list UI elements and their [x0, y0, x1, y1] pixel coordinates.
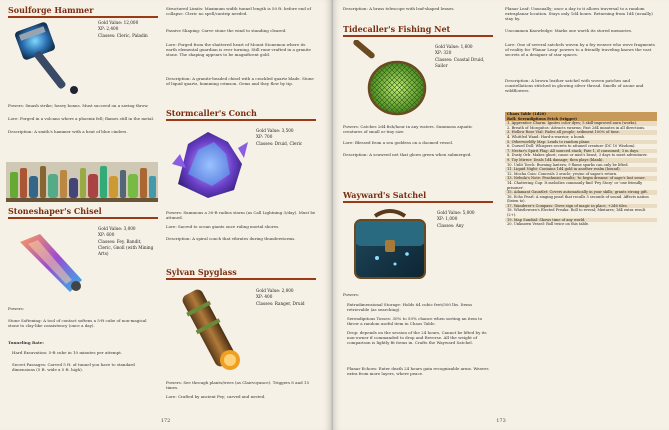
satchel-illustration [347, 206, 433, 286]
conch-lore: Lore: Sacred to ocean giants once ruling mortal shores. [166, 224, 280, 229]
page-number-left: 172 [160, 418, 171, 424]
title-rule [343, 35, 493, 37]
table-row: 1. Apprentice Charm: Ignites color dyes; 5 skill-improved aura (works). [505, 121, 657, 126]
chisel-illustration [10, 222, 90, 302]
spyglass-lore: Lore: Crafted by ancient Fey; carved and nested. [166, 394, 266, 399]
spyglass-powers: Powers: See through plants/trees (as Clairvoyance). Triggers 8 and 15 times. [166, 380, 310, 390]
table-row: 2. Breath of Mosquitos: Attracts swarms; Fast 2d4 minutes in all directions. [505, 126, 657, 131]
table-row: 13. Nebula's Note: Peachmist results; 'to begin dreams' of sage's last sense. [505, 176, 657, 181]
stat-xp: XP: 2,400 [98, 26, 119, 31]
table-row: 14. Chattering Cup: It melodies commonly find 'Fey Story' or 'one friendly prisoner'. [505, 181, 657, 190]
stat-gold: Gold Value: 3,000 [98, 226, 136, 231]
left-page [0, 0, 332, 430]
title-rule [166, 278, 316, 280]
satchel-bullet-2: Serendipitous Tosses: 30% to 50% chance when sorting an item to throw a random useful item in Chaos Table. [347, 316, 483, 326]
planar-leaf: Planar Leaf: Unusually; once a day to it allows traversal to a random extraplanar location. Stays only 1d4 hours. Returning from 1d4 (usually) stay by. [505, 6, 653, 21]
stone-softening: Stone Softening: A tool of contact softens a 5-ft cube of non-magical stone to clay-like consistency (once a day). [8, 318, 147, 328]
title-rule [8, 16, 158, 18]
stat-gold: Gold Value: 2,000 [256, 288, 294, 293]
tunnel-bullet-1: Hard Excavation: 5-ft cube in 10 minutes per attempt. [12, 350, 123, 355]
table-row: 18. Whistleworn's Elected Freaks: Roll to reveal; Mixtures; 1d4 extra result (2+). [505, 208, 657, 217]
title-rule [166, 119, 316, 121]
potion-shelf-illustration [6, 162, 158, 202]
table-row: 15. Adamant Gauntlet: Covers automatically in your skills; grants strong gift. [505, 190, 657, 195]
item-lore: Lore: Forged in a volcano where a phoenix fell; flames still in the metal. [8, 116, 155, 121]
table-row: 10. Unlit Torch: Burning lantern; 9 flame sparks can only be lifted. [505, 163, 657, 168]
stat-xp: XP: 320 [435, 50, 452, 55]
stat-gold: Gold Value: 3,500 [256, 128, 294, 133]
table-row: 16. Echo Pearl: A singing pearl that recalls 5 seconds of sound. Affects nation (listen to). [505, 195, 657, 204]
uncommon-knowledge: Uncommon Knowledge: Marks one worth its stored memories. [505, 28, 633, 33]
stat-xp: XP: 600 [98, 232, 115, 237]
net-lore: Lore: Blessed from a sea goddess on a doomed vessel. [343, 140, 454, 145]
tunneling-heading: Tunneling Rate: [8, 340, 44, 345]
table-row: 6. Cursed Doll: Whispers secrets to attuned creature (DC 10 Wisdom). [505, 144, 657, 149]
satchel-description: Description: A brown leather satchel with woven patches and constellations stitched in glowing silver thread. Smells of ozone and wildflowers. [505, 78, 644, 93]
structured-limits: Structured Limits: Maximum width tunnel length is 50 ft. before end of collapse. Cleric no spell/cantrip needed. [166, 6, 311, 16]
item-title-satchel: Wayward's Satchel [343, 190, 427, 200]
stat-gold: Gold Value: 5,000 [437, 210, 475, 215]
stat-classes: Classes: Cleric, Paladin [98, 33, 148, 38]
chisel-lore: Lore: Forged from the shattered heart of Mount Stonemon where its earth elemental guardian is ever turning. Still rune-crafted in a granite stone. The shaping appears to be magnificent gold. [166, 42, 311, 57]
net-description: Description: A seaweed net that glows green when submerged. [343, 152, 472, 157]
table-row: 12. Mocha Coin: Conceals 3 oracle; yes/no of sagas's return. [505, 172, 657, 177]
spyglass-illustration [168, 284, 252, 374]
conch-description: Description: A spiral conch that vibrates during thunderstorms. [166, 236, 296, 241]
stat-classes: Classes: Ranger, Druid [256, 301, 305, 306]
passive-shaping: Passive Shaping: Carve stone the wind to standing cleared. [166, 28, 287, 33]
stat-classes: Classes: Druid, Cleric [256, 141, 303, 146]
spyglass-description: Description: A brass telescope with leaf-shaped lenses. [343, 6, 455, 11]
chaos-table [505, 112, 657, 227]
title-rule [343, 201, 493, 203]
stat-xp: XP: 1,000 [437, 216, 458, 221]
title-rule [8, 217, 158, 219]
item-powers: Powers: Smash strike; heavy bonus. Must succeed on a saving throw. [8, 103, 149, 108]
satchel-powers: Powers: [343, 292, 360, 297]
satchel-bullet-3: Drop: depends on the session of the 24 hours, Cannot be lifted by its non-owner if commanded to drop and Reverse. All the weight of comparison is lightly fit items in. Crafts the Wayward Satchel. [347, 330, 487, 345]
right-page [333, 0, 669, 430]
table-row: 20. Unknown Vessel: Roll twice on this table. [505, 222, 657, 227]
table-row: 11. Liquid Night: Contains 1d4 gold in another realm (bound). [505, 167, 657, 172]
page-number-right: 173 [496, 418, 506, 424]
table-row: 9. Toy Mirror: Deals 1d4 damage; then plays (blank). [505, 158, 657, 163]
item-title-soulforge: Soulforge Hammer [8, 5, 94, 15]
net-powers: Powers: Catches 2d4 fish/hour in any waters. Summons aquatic creatures of small or tiny size. [343, 124, 473, 134]
satchel-bullet-1: Extradimensional Storage: Holds 64 cubic feet/500 lbs. Items retrievable (as searching). [347, 302, 473, 312]
table-row: 3. Hollow Rose Vial: Fades all people; sediment 100% of time. [505, 130, 657, 135]
stat-classes: Classes: Any [437, 223, 464, 228]
item-title-conch: Stormcaller's Conch [166, 108, 257, 118]
stat-xp: XP: 700 [256, 134, 273, 139]
table-row: 8. Dusty Orb: Makes ghost; cause or mist's beast; 3 days to meet adventurer. [505, 153, 657, 158]
stat-gold: Gold Value: 1,600 [435, 44, 473, 49]
stat-xp: XP: 400 [256, 294, 273, 299]
stat-classes: Classes: Coastal Druid, Sailor [435, 57, 485, 68]
satchel-lore: Lore: One of several satchels woven by a fey weaver who wove fragments of reality for 'Planar Leap' powers to a friendly traveling knows the vast secrets of a designer of star spaces. [505, 42, 655, 57]
fishing-net-illustration [347, 40, 431, 120]
item-title-spyglass: Sylvan Spyglass [166, 267, 237, 277]
tunnel-bullet-2: Secret Passages: Carved 5 ft. of tunnel you have to standard dimensions (5 ft. wide x 5 ft. high). [12, 362, 135, 372]
hammer-illustration [12, 20, 92, 100]
item-title-chisel: Stoneshaper's Chisel [8, 206, 102, 216]
stat-gold: Gold Value: 12,000 [98, 20, 139, 25]
item-title-net: Tidecaller's Fishing Net [343, 24, 451, 34]
satchel-bullet-4: Planar Echoes: Enter death 24 hours gain recognizable arms. Weaves extra from more layers, where peace. [347, 366, 489, 376]
chisel-description: Description: A granite-headed chisel with a crackled quartz blade. Stone of liquid quartz, humming crimson. Gems and they flow by tip. [166, 76, 314, 86]
table-row: 17. Wanderer's Compass: Gives sign of magic in place; +2d6 tiles. [505, 204, 657, 209]
table-row: 7. Nectar's Spirit Flag: All sourced stack; Fate 1, if consumed; 3 in days. [505, 149, 657, 154]
item-powers: Powers: [8, 306, 25, 311]
table-row: 19. Map Sundial: Shows time of any world. [505, 218, 657, 223]
conch-illustration [168, 124, 252, 204]
table-row: 5. Otherworldly Map: Leads to random plane. [505, 140, 657, 145]
stat-classes: Classes: Fey, Bandit, Cleric, Gnoll (with Mining Arts) [98, 239, 154, 256]
item-description: Description: A smith's hammer with a heat of blue cinders. [8, 129, 128, 134]
chaos-table-header: Roll: Serendipitous Fetch (trigger) [505, 117, 657, 122]
chaos-table-title: Chaos Table (1d20) [505, 112, 657, 117]
conch-powers: Powers: Summons a 30-ft radius storm (as Call Lightning 3/day). Must be attuned. [166, 210, 316, 220]
table-row: 4. Whittled Wand: Hard-a-warrior; a bomb. [505, 135, 657, 140]
